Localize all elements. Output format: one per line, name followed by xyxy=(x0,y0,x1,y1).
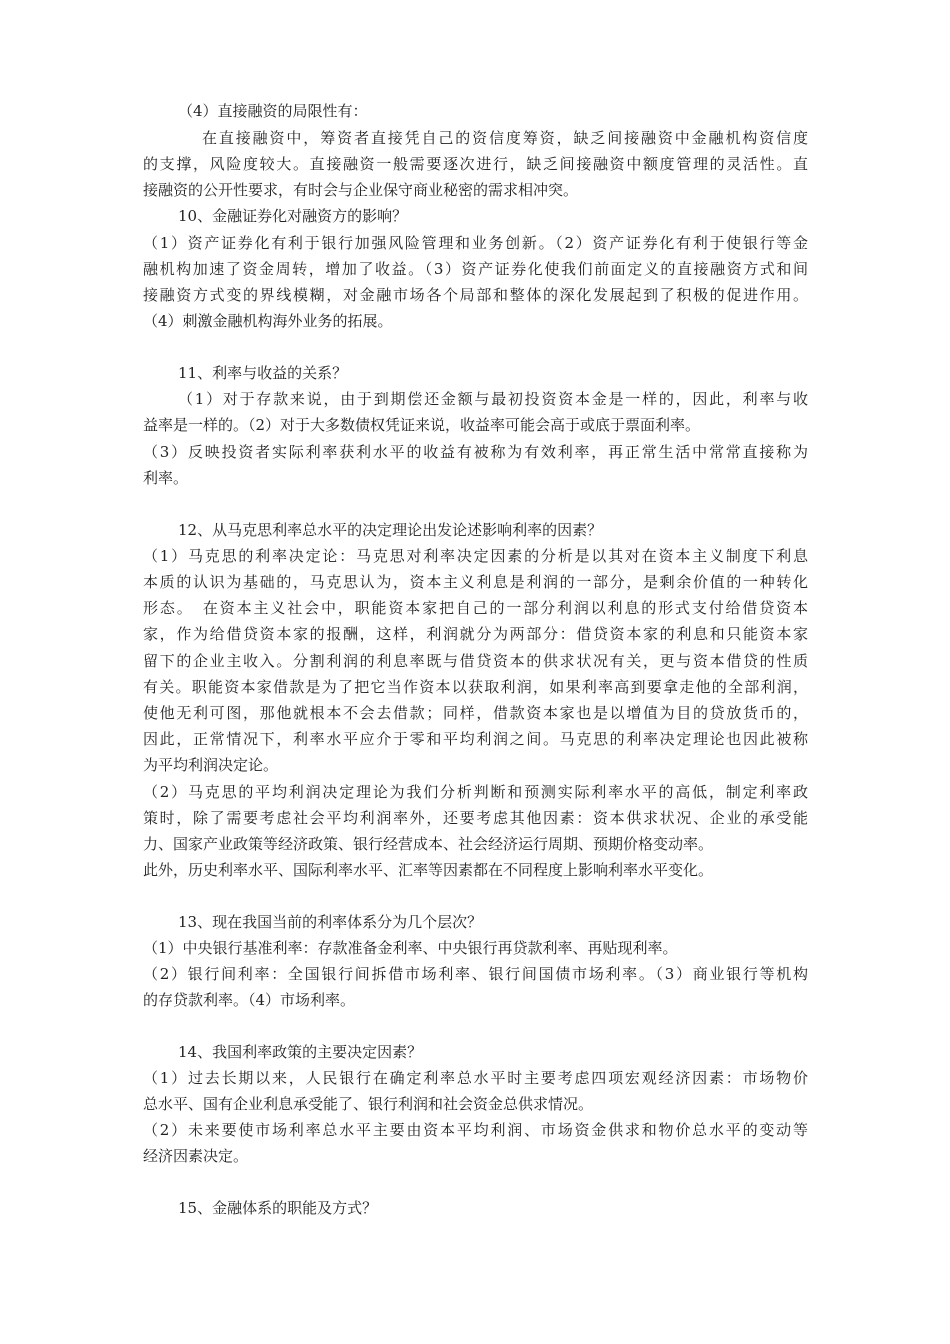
paragraph-line: （2）未来要使市场利率总水平主要由资本平均利润、市场资金供求和物价总水平的变动等 xyxy=(143,1121,808,1139)
question-heading-12: 12、从马克思利率总水平的决定理论出发论述影响利率的因素？ xyxy=(178,521,603,539)
paragraph-line: 益率是一样的。（2）对于大多数债权凭证来说，收益率可能会高于或底于票面利率。 xyxy=(143,416,701,434)
paragraph-line: 形态。 在资本主义社会中，职能资本家把自己的一部分利润以利息的形式支付给借贷资本 xyxy=(143,599,808,617)
paragraph-line: （3）反映投资者实际利率获利水平的收益有被称为有效利率，再正常生活中常常直接称为 xyxy=(143,443,808,461)
question-heading-15: 15、金融体系的职能及方式？ xyxy=(178,1199,378,1217)
paragraph-line: 接融资方式变的界线模糊，对金融市场各个局部和整体的深化发展起到了积极的促进作用。 xyxy=(143,286,808,304)
paragraph-line: （1）资产证券化有利于银行加强风险管理和业务创新。（2）资产证券化有利于使银行等金 xyxy=(143,234,808,252)
paragraph-line: （1）马克思的利率决定论：马克思对利率决定因素的分析是以其对在资本主义制度下利息 xyxy=(143,547,808,565)
paragraph-line: 为平均利润决定论。 xyxy=(143,756,279,774)
paragraph-line: （4）刺激金融机构海外业务的拓展。 xyxy=(143,312,393,330)
paragraph-line: （1）对于存款来说，由于到期偿还金额与最初投资资本金是一样的，因此，利率与收 xyxy=(178,390,808,408)
paragraph-line: 总水平、国有企业利息承受能了、银行利润和社会资金总供求情况。 xyxy=(143,1095,594,1113)
paragraph-line: 有关。职能资本家借款是为了把它当作资本以获取利润，如果利率高到要拿走他的全部利润， xyxy=(143,678,808,696)
paragraph-line: （2）银行间利率：全国银行间拆借市场利率、银行间国债市场利率。（3）商业银行等机构 xyxy=(143,965,808,983)
paragraph-line: 接融资的公开性要求，有时会与企业保守商业秘密的需求相冲突。 xyxy=(143,181,579,199)
paragraph-line: 力、国家产业政策等经济政策、银行经营成本、社会经济运行周期、预期价格变动率。 xyxy=(143,835,714,853)
paragraph-line: 经济因素决定。 xyxy=(143,1147,249,1165)
question-heading-13: 13、现在我国当前的利率体系分为几个层次？ xyxy=(178,913,483,931)
question-heading-14: 14、我国利率政策的主要决定因素？ xyxy=(178,1043,423,1061)
question-heading-10: 10、金融证券化对融资方的影响？ xyxy=(178,207,408,225)
paragraph-line: 家，作为给借贷资本家的报酬，这样，利润就分为两部分：借贷资本家的利息和只能资本家 xyxy=(143,625,808,643)
paragraph-line: 的支撑，风险度较大。直接融资一般需要逐次进行，缺乏间接融资中额度管理的灵活性。直 xyxy=(143,155,808,173)
paragraph-line: 在直接融资中，筹资者直接凭自己的资信度筹资，缺乏间接融资中金融机构资信度 xyxy=(202,129,808,147)
paragraph-line: 策时，除了需要考虑社会平均利润率外，还要考虑其他因素：资本供求状况、企业的承受能 xyxy=(143,809,808,827)
paragraph-line: （2）马克思的平均利润决定理论为我们分析判断和预测实际利率水平的高低，制定利率政 xyxy=(143,783,808,801)
paragraph-line: 的存贷款利率。（4）市场利率。 xyxy=(143,991,356,1009)
question-heading-11: 11、利率与收益的关系？ xyxy=(178,364,348,382)
paragraph-line: （1）过去长期以来，人民银行在确定利率总水平时主要考虑四项宏观经济因素：市场物价 xyxy=(143,1069,808,1087)
paragraph-line: 利率。 xyxy=(143,469,189,487)
paragraph-line: 使他无利可图，那他就根本不会去借款；同样，借款资本家也是以增值为目的贷放货币的， xyxy=(143,704,808,722)
paragraph-line: （1）中央银行基准利率：存款准备金利率、中央银行再贷款利率、再贴现利率。 xyxy=(143,939,678,957)
paragraph-line: 本质的认识为基础的，马克思认为，资本主义利息是利润的一部分，是剩余价值的一种转化 xyxy=(143,573,808,591)
paragraph-line: 因此，正常情况下，利率水平应介于零和平均利润之间。马克思的利率决定理论也因此被称 xyxy=(143,730,808,748)
heading-direct-finance-limits: （4）直接融资的局限性有： xyxy=(178,102,368,120)
paragraph-line: 留下的企业主收入。分割利润的利息率既与借贷资本的供求状况有关，更与资本借贷的性质 xyxy=(143,652,808,670)
paragraph-line: 融机构加速了资金周转，增加了收益。（3）资产证券化使我们前面定义的直接融资方式和间 xyxy=(143,260,808,278)
paragraph-line: 此外，历史利率水平、国际利率水平、汇率等因素都在不同程度上影响利率水平变化。 xyxy=(143,861,714,879)
